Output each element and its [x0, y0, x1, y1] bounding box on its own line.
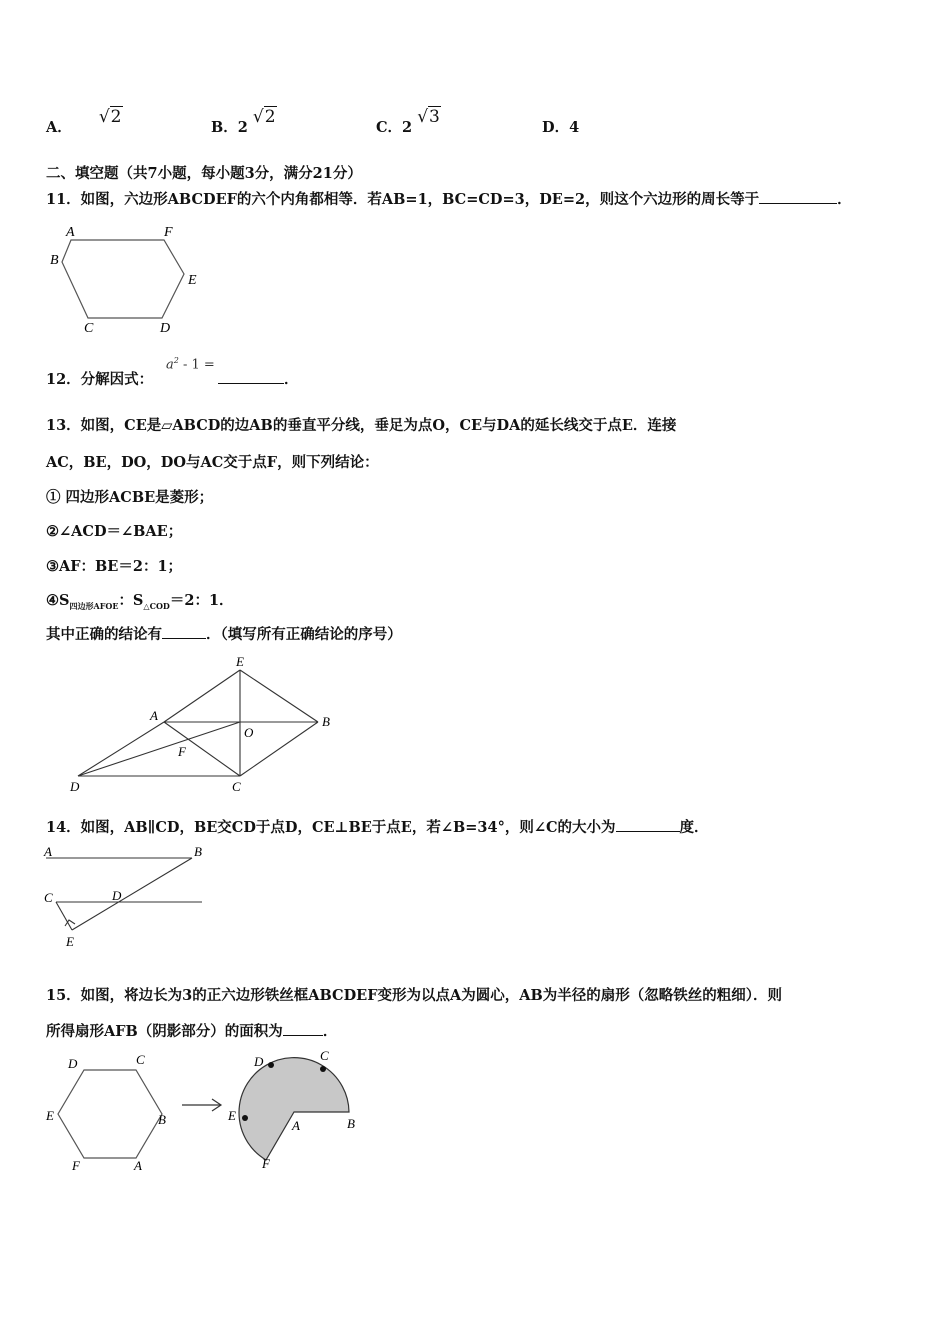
hex-label-d: D — [68, 1056, 78, 1071]
label-b: B — [322, 714, 330, 729]
answer-blank — [759, 203, 837, 204]
hex-label-e: E — [46, 1108, 54, 1123]
label-c: C — [44, 890, 53, 905]
label-a: A — [66, 225, 75, 240]
conclusion-1: ① 四边形ACBE是菱形； — [46, 489, 214, 506]
answer-blank — [162, 638, 206, 639]
question-13-line2: AC，BE，DO，DO与AC交于点F，则下列结论： — [46, 454, 379, 471]
answer-blank — [218, 383, 284, 384]
hex-label-b: B — [158, 1112, 166, 1127]
label-e: E — [236, 654, 244, 669]
conclusion-3: ③AF：BE＝2：1； — [46, 558, 183, 575]
label-b: B — [50, 253, 59, 268]
answer-blank — [283, 1035, 323, 1036]
option-b: B．2 √2 — [211, 107, 276, 136]
label-e: E — [66, 934, 74, 949]
answer-blank — [616, 831, 680, 832]
label-d: D — [112, 888, 122, 903]
conclusion-4: $④S_{四边形AFOE}$：$S_{\triangle COD}=2$：1． — [46, 592, 234, 611]
sector-label-e: E — [228, 1108, 236, 1123]
sector-label-b: B — [347, 1116, 355, 1131]
question-15-line1: 15．如图，将边长为3的正六边形铁丝框ABCDEF变形为以点A为圆心，AB为半径的扇形（忽略铁丝的粗细）．则 — [46, 987, 783, 1004]
parallelogram-figure-q13 — [60, 652, 350, 798]
label-f: F — [178, 744, 186, 759]
conclusion-2: ②∠ACD＝∠BAE； — [46, 523, 183, 540]
question-15-line2: 所得扇形AFB（阴影部分）的面积为 ． — [46, 1023, 338, 1040]
label-o: O — [244, 725, 254, 740]
label-d: D — [160, 321, 171, 336]
question-13-line1: 13．如图，CE是▱ABCD的边AB的垂直平分线，垂足为点O，CE与DA的延长线交于点E．连接 — [46, 417, 677, 434]
sector-label-f: F — [262, 1156, 270, 1171]
parallel-lines-figure-q14 — [40, 842, 210, 952]
sector-afb — [239, 1058, 349, 1160]
label-c: C — [84, 321, 94, 336]
sector-label-a: A — [292, 1118, 300, 1133]
hexagon-figure-q11 — [46, 222, 216, 340]
label-c: C — [232, 779, 241, 794]
sector-label-c: C — [320, 1048, 329, 1063]
answer-line-q12: ． — [218, 368, 299, 389]
label-e: E — [188, 273, 197, 288]
expression-q12: $a^2 - 1$ = — [166, 356, 215, 373]
sector-label-d: D — [254, 1054, 264, 1069]
label-d: D — [70, 779, 80, 794]
label-b: B — [194, 844, 202, 859]
question-12: 12．分解因式： — [46, 371, 154, 388]
label-f: F — [164, 225, 173, 240]
question-11: 11．如图，六边形ABCDEF的六个内角都相等．若AB=1，BC=CD=3，DE=2，则这个六边形的周长等于 ． — [46, 191, 852, 208]
hex-label-f: F — [72, 1158, 80, 1172]
label-a: A — [44, 844, 52, 859]
option-a: A． √2 — [46, 107, 122, 136]
hex-label-c: C — [136, 1052, 145, 1067]
label-a: A — [150, 708, 158, 723]
section-title: 二、填空题（共7小题，每小题3分，满分21分） — [46, 165, 362, 182]
transform-arrow-icon — [182, 1099, 221, 1111]
question-13-tail: 其中正确的结论有 ．（填写所有正确结论的序号） — [46, 626, 402, 643]
option-d: D．4 — [542, 119, 580, 136]
hex-label-a: A — [134, 1158, 142, 1172]
hexagon-to-sector-figure-q15 — [44, 1048, 360, 1172]
question-14: 14．如图，AB∥CD，BE交CD于点D，CE⊥BE于点E，若∠B=34°，则∠C的大小为 度． — [46, 819, 709, 836]
option-c: C．2 √3 — [376, 107, 440, 136]
